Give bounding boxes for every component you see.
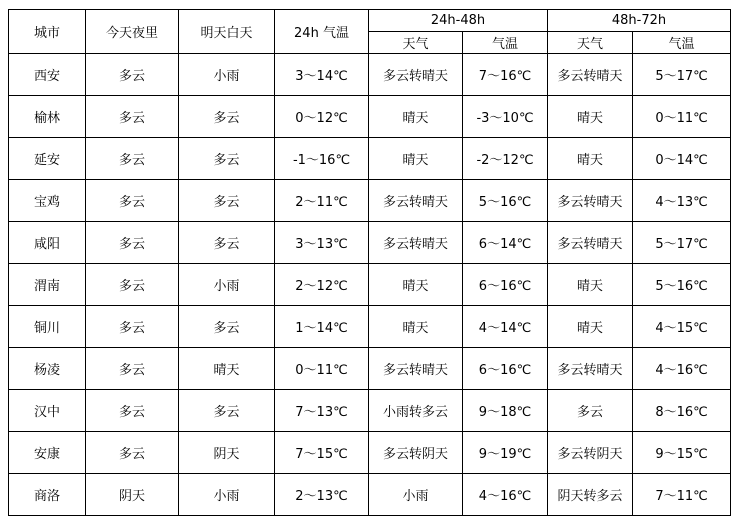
- cell-tomorrow-day: 多云: [179, 96, 275, 138]
- cell-tomorrow-day: 多云: [179, 222, 275, 264]
- cell-city: 铜川: [9, 306, 86, 348]
- cell-temp-24-48h: 9～19℃: [463, 432, 548, 474]
- table-row: [9, 54, 731, 96]
- cell-temp-24-48h: -3～10℃: [463, 96, 548, 138]
- header-tomorrow-day: 明天白天: [179, 10, 275, 54]
- table-row: [9, 474, 731, 516]
- table-row: [9, 390, 731, 432]
- cell-temp-24h: 3～14℃: [275, 54, 369, 96]
- cell-weather-24-48h: 晴天: [369, 264, 463, 306]
- cell-weather-48-72h: 多云转晴天: [548, 222, 633, 264]
- cell-tomorrow-day: 小雨: [179, 474, 275, 516]
- cell-weather-24-48h: 多云转晴天: [369, 180, 463, 222]
- cell-temp-24h: 2～13℃: [275, 474, 369, 516]
- cell-temp-48-72h: 0～14℃: [633, 138, 731, 180]
- subheader-weather: 天气: [548, 32, 633, 54]
- cell-weather-48-72h: 多云转晴天: [548, 180, 633, 222]
- cell-tomorrow-day: 多云: [179, 306, 275, 348]
- cell-weather-48-72h: 晴天: [548, 264, 633, 306]
- cell-weather-24-48h: 多云转晴天: [369, 222, 463, 264]
- cell-temp-24h: 2～11℃: [275, 180, 369, 222]
- cell-weather-48-72h: 多云转阴天: [548, 432, 633, 474]
- cell-temp-24-48h: 9～18℃: [463, 390, 548, 432]
- cell-city: 延安: [9, 138, 86, 180]
- cell-temp-48-72h: 4～15℃: [633, 306, 731, 348]
- cell-temp-24-48h: 7～16℃: [463, 54, 548, 96]
- cell-temp-24h: 3～13℃: [275, 222, 369, 264]
- cell-tonight: 多云: [86, 180, 179, 222]
- cell-temp-48-72h: 0～11℃: [633, 96, 731, 138]
- table-row: [9, 306, 731, 348]
- table-row: [9, 264, 731, 306]
- cell-weather-24-48h: 多云转晴天: [369, 348, 463, 390]
- cell-weather-48-72h: 晴天: [548, 306, 633, 348]
- cell-weather-24-48h: 晴天: [369, 138, 463, 180]
- cell-temp-48-72h: 5～17℃: [633, 222, 731, 264]
- cell-tomorrow-day: 阴天: [179, 432, 275, 474]
- subheader-weather: 天气: [369, 32, 463, 54]
- cell-tomorrow-day: 多云: [179, 138, 275, 180]
- cell-temp-24h: 0～11℃: [275, 348, 369, 390]
- cell-tonight: 多云: [86, 306, 179, 348]
- cell-tonight: 多云: [86, 138, 179, 180]
- header-48-72h: 48h-72h: [548, 10, 731, 32]
- cell-temp-48-72h: 7～11℃: [633, 474, 731, 516]
- cell-tomorrow-day: 晴天: [179, 348, 275, 390]
- cell-city: 商洛: [9, 474, 86, 516]
- cell-temp-48-72h: 9～15℃: [633, 432, 731, 474]
- table-row: [9, 222, 731, 264]
- cell-weather-24-48h: 多云转晴天: [369, 54, 463, 96]
- cell-weather-48-72h: 多云转晴天: [548, 54, 633, 96]
- subheader-temp: 气温: [463, 32, 548, 54]
- subheader-temp: 气温: [633, 32, 731, 54]
- table-row: [9, 348, 731, 390]
- cell-temp-24h: 7～13℃: [275, 390, 369, 432]
- cell-city: 杨凌: [9, 348, 86, 390]
- header-temp-24h: 24h 气温: [275, 10, 369, 54]
- cell-tonight: 多云: [86, 54, 179, 96]
- cell-tonight: 多云: [86, 264, 179, 306]
- cell-tonight: 多云: [86, 348, 179, 390]
- cell-temp-48-72h: 8～16℃: [633, 390, 731, 432]
- table-row: [9, 432, 731, 474]
- cell-city: 汉中: [9, 390, 86, 432]
- cell-temp-24-48h: 4～14℃: [463, 306, 548, 348]
- header-city: 城市: [9, 10, 86, 54]
- cell-tonight: 阴天: [86, 474, 179, 516]
- cell-temp-24-48h: -2～12℃: [463, 138, 548, 180]
- cell-weather-24-48h: 晴天: [369, 96, 463, 138]
- cell-tomorrow-day: 多云: [179, 180, 275, 222]
- table-row: [9, 96, 731, 138]
- header-tonight: 今天夜里: [86, 10, 179, 54]
- cell-tonight: 多云: [86, 432, 179, 474]
- cell-city: 宝鸡: [9, 180, 86, 222]
- cell-tomorrow-day: 小雨: [179, 54, 275, 96]
- cell-tomorrow-day: 多云: [179, 390, 275, 432]
- cell-temp-24-48h: 6～16℃: [463, 264, 548, 306]
- header-24-48h: 24h-48h: [369, 10, 548, 32]
- cell-temp-24h: 0～12℃: [275, 96, 369, 138]
- cell-tonight: 多云: [86, 96, 179, 138]
- cell-weather-48-72h: 晴天: [548, 96, 633, 138]
- cell-tomorrow-day: 小雨: [179, 264, 275, 306]
- cell-temp-48-72h: 5～17℃: [633, 54, 731, 96]
- cell-weather-24-48h: 多云转阴天: [369, 432, 463, 474]
- cell-temp-24-48h: 5～16℃: [463, 180, 548, 222]
- cell-temp-48-72h: 4～16℃: [633, 348, 731, 390]
- cell-weather-48-72h: 晴天: [548, 138, 633, 180]
- cell-temp-24h: -1～16℃: [275, 138, 369, 180]
- cell-weather-24-48h: 晴天: [369, 306, 463, 348]
- cell-city: 渭南: [9, 264, 86, 306]
- cell-temp-48-72h: 5～16℃: [633, 264, 731, 306]
- cell-temp-24-48h: 6～16℃: [463, 348, 548, 390]
- cell-city: 咸阳: [9, 222, 86, 264]
- table-row: [9, 138, 731, 180]
- cell-weather-24-48h: 小雨: [369, 474, 463, 516]
- cell-weather-48-72h: 多云: [548, 390, 633, 432]
- cell-weather-48-72h: 多云转晴天: [548, 348, 633, 390]
- cell-city: 西安: [9, 54, 86, 96]
- cell-temp-48-72h: 4～13℃: [633, 180, 731, 222]
- cell-weather-48-72h: 阴天转多云: [548, 474, 633, 516]
- weather-forecast-table: [8, 9, 731, 516]
- cell-temp-24h: 1～14℃: [275, 306, 369, 348]
- header-row: [9, 10, 731, 32]
- cell-temp-24-48h: 6～14℃: [463, 222, 548, 264]
- cell-tonight: 多云: [86, 222, 179, 264]
- table-row: [9, 180, 731, 222]
- cell-temp-24h: 7～15℃: [275, 432, 369, 474]
- cell-tonight: 多云: [86, 390, 179, 432]
- cell-temp-24h: 2～12℃: [275, 264, 369, 306]
- cell-city: 安康: [9, 432, 86, 474]
- cell-city: 榆林: [9, 96, 86, 138]
- cell-temp-24-48h: 4～16℃: [463, 474, 548, 516]
- cell-weather-24-48h: 小雨转多云: [369, 390, 463, 432]
